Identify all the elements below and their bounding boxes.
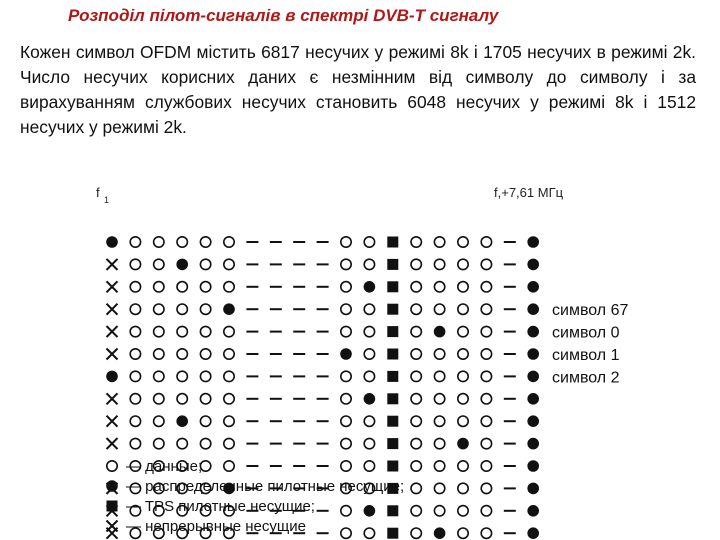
data-carrier [154,304,164,314]
scattered-pilot [364,505,376,517]
data-carrier [411,282,421,292]
data-carrier [224,237,234,247]
data-carrier [458,416,468,426]
data-carrier [130,326,140,336]
continual-pilot [107,438,118,449]
data-carrier [434,259,444,269]
legend-text: — TPS пилотные несущие; [126,498,315,515]
symbol-row [107,415,540,427]
data-carrier [411,438,421,448]
data-carrier [364,371,374,381]
data-carrier [177,326,187,336]
data-carrier [458,282,468,292]
data-carrier [224,259,234,269]
data-carrier [341,506,351,516]
legend-item [106,478,404,495]
legend-text: — данные; [126,458,203,475]
data-carrier [458,483,468,493]
data-carrier [177,438,187,448]
data-carrier [458,506,468,516]
data-carrier [434,506,444,516]
tps-pilot [387,259,398,270]
legend-text: — непрерывные несущие [126,518,306,535]
data-carrier [434,483,444,493]
data-carrier [481,394,491,404]
continual-pilot [107,281,118,292]
data-carrier [154,259,164,269]
data-carrier [458,349,468,359]
data-carrier [364,461,374,471]
symbol-row [107,259,540,271]
data-carrier [177,349,187,359]
data-carrier [200,259,210,269]
data-carrier [458,304,468,314]
data-carrier [341,528,351,538]
slide-title: Розподіл пілот-сигналів в спектрі DVB-T сигналу [68,6,499,25]
data-carrier [364,349,374,359]
continual-pilot [107,521,118,532]
tps-pilot [387,237,398,248]
data-carrier [130,282,140,292]
data-carrier [411,349,421,359]
continual-pilot [107,304,118,315]
data-carrier [481,237,491,247]
tps-pilot [387,349,398,360]
data-carrier [434,438,444,448]
data-carrier [177,304,187,314]
data-carrier [154,282,164,292]
legend [106,458,404,535]
data-carrier [341,304,351,314]
data-carrier [364,326,374,336]
data-carrier [200,349,210,359]
symbol-row [106,371,539,383]
data-carrier [154,326,164,336]
data-carrier [434,237,444,247]
data-carrier [341,394,351,404]
tps-pilot [387,438,398,449]
data-carrier [481,528,491,538]
symbol-row [107,393,540,405]
data-carrier [341,416,351,426]
legend-item [107,458,202,475]
data-carrier [341,326,351,336]
tps-pilot [387,461,398,472]
symbol-row [107,281,540,293]
symbol-labels [552,302,628,386]
data-carrier [341,371,351,381]
scattered-pilot [434,527,446,539]
continual-pilot [107,326,118,337]
data-carrier [200,416,210,426]
data-carrier [434,461,444,471]
data-carrier [434,371,444,381]
symbol-row [107,326,540,338]
data-carrier [224,282,234,292]
scattered-pilot [527,527,539,539]
data-carrier [434,416,444,426]
data-carrier [458,394,468,404]
data-carrier [200,371,210,381]
data-carrier [411,259,421,269]
data-carrier [411,394,421,404]
data-carrier [458,326,468,336]
scattered-pilot [527,483,539,495]
scattered-pilot [527,259,539,271]
legend-text: — распределенные пилотные несущие; [126,478,405,495]
data-carrier [224,371,234,381]
data-carrier [411,416,421,426]
data-carrier [341,259,351,269]
data-carrier [200,304,210,314]
data-carrier [341,237,351,247]
data-carrier [458,237,468,247]
tps-pilot [387,326,398,337]
data-carrier [130,371,140,381]
data-carrier [481,371,491,381]
legend-item [107,518,306,535]
data-carrier [364,438,374,448]
continual-pilot [107,349,118,360]
data-carrier [481,326,491,336]
data-carrier [481,461,491,471]
scattered-pilot [223,303,235,315]
scattered-pilot [364,393,376,405]
data-carrier [411,461,421,471]
data-carrier [481,304,491,314]
data-carrier [224,438,234,448]
scattered-pilot [527,303,539,315]
data-carrier [481,438,491,448]
data-carrier [481,349,491,359]
data-carrier [130,438,140,448]
data-carrier [434,304,444,314]
body-paragraph: Кожен символ OFDM містить 6817 несучих у режимі 8k і 1705 несучих в режимі 2k. Число несучих корисних даних є незмінним від символу до символу і за вирахуванням службових несучих становить 6048 несучих у режимі 8k і 1512 несучих у режимі 2k. [20,42,696,137]
data-carrier [411,483,421,493]
symbol-row [107,303,540,315]
data-carrier [130,349,140,359]
data-carrier [130,259,140,269]
scattered-pilot [527,505,539,517]
scattered-pilot [527,281,539,293]
data-carrier [224,394,234,404]
symbol-row [106,236,539,248]
data-carrier [130,394,140,404]
data-carrier [200,394,210,404]
data-carrier [107,461,117,471]
data-carrier [364,237,374,247]
tps-pilot [107,501,118,512]
tps-pilot [387,505,398,516]
scattered-pilot [176,259,188,271]
data-carrier [154,237,164,247]
data-carrier [481,506,491,516]
tps-pilot [387,281,398,292]
data-carrier [411,506,421,516]
scattered-pilot [527,236,539,248]
data-carrier [200,237,210,247]
symbol-row [107,348,540,360]
scattered-pilot [364,281,376,293]
data-carrier [154,394,164,404]
scattered-pilot [340,348,352,360]
data-carrier [224,326,234,336]
data-carrier [411,237,421,247]
data-carrier [130,304,140,314]
scattered-pilot [527,348,539,360]
symbol-label: символ 2 [552,369,620,387]
data-carrier [458,461,468,471]
scattered-pilot [434,326,446,338]
scattered-pilot [106,236,118,248]
data-carrier [481,282,491,292]
scattered-pilot [527,393,539,405]
scattered-pilot [457,438,469,450]
symbol-row [107,438,540,450]
data-carrier [130,237,140,247]
freq-start-label: f [96,185,100,200]
data-carrier [130,416,140,426]
scattered-pilot [527,326,539,338]
data-carrier [177,282,187,292]
data-carrier [411,326,421,336]
scattered-pilot [527,415,539,427]
freq-end-label: f,+7,61 МГц [494,185,564,200]
scattered-pilot [176,415,188,427]
data-carrier [411,304,421,314]
continual-pilot [107,416,118,427]
data-carrier [224,349,234,359]
data-carrier [364,416,374,426]
data-carrier [411,528,421,538]
data-carrier [458,371,468,381]
data-carrier [341,461,351,471]
data-carrier [154,416,164,426]
data-carrier [154,371,164,381]
data-carrier [341,282,351,292]
symbol-label: символ 1 [552,347,620,364]
data-carrier [200,326,210,336]
data-carrier [434,282,444,292]
data-carrier [481,259,491,269]
data-carrier [481,483,491,493]
scattered-pilot [106,371,118,383]
data-carrier [481,416,491,426]
symbol-label: символ 67 [552,302,629,320]
data-carrier [434,394,444,404]
scattered-pilot [527,460,539,472]
tps-pilot [387,371,398,382]
symbol-label: символ 0 [552,324,620,342]
tps-pilot [387,393,398,404]
data-carrier [177,394,187,404]
scattered-pilot [106,480,118,492]
legend-item [107,498,315,515]
data-carrier [364,528,374,538]
tps-pilot [387,528,398,539]
tps-pilot [387,416,398,427]
scattered-pilot [527,438,539,450]
data-carrier [434,349,444,359]
data-carrier [154,438,164,448]
freq-start-subscript: 1 [104,195,110,205]
data-carrier [200,438,210,448]
data-carrier [411,371,421,381]
data-carrier [458,259,468,269]
data-carrier [177,237,187,247]
data-carrier [458,528,468,538]
scattered-pilot [527,371,539,383]
data-carrier [177,371,187,381]
tps-pilot [387,304,398,315]
data-carrier [364,304,374,314]
data-carrier [224,416,234,426]
continual-pilot [107,259,118,270]
data-carrier [200,282,210,292]
continual-pilot [107,393,118,404]
data-carrier [224,461,234,471]
data-carrier [154,349,164,359]
data-carrier [341,438,351,448]
data-carrier [364,259,374,269]
